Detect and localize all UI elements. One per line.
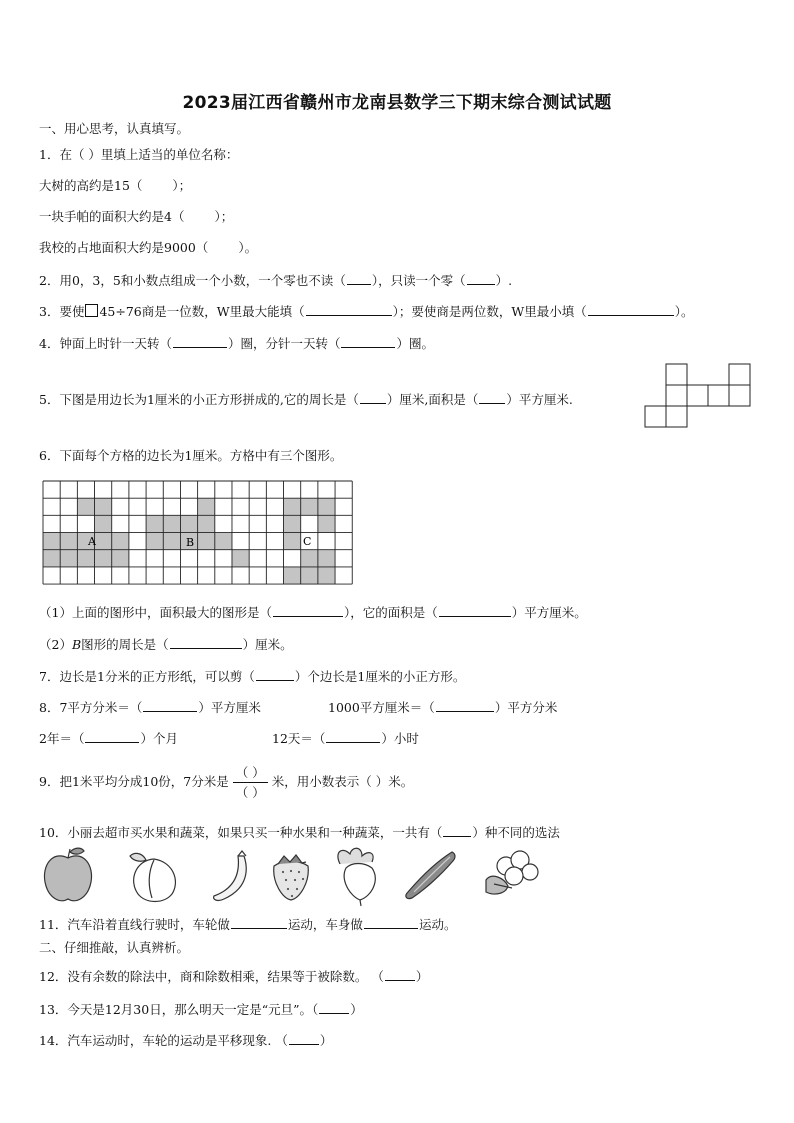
question-7: 7．边长是1分米的正方形纸，可以剪（ ）个边长是1厘米的小正方形。 — [39, 669, 466, 684]
question-8d: 12天＝（ ）小时 — [272, 731, 419, 746]
peach-icon — [130, 853, 175, 901]
question-6: 6．下面每个方格的边长为1厘米。方格中有三个图形。 — [39, 448, 343, 463]
question-12: 12．没有余数的除法中，商和除数相乘，结果等于被除数。 （ ） — [39, 969, 429, 984]
section-1-heading: 一、用心思考，认真填写。 — [39, 121, 190, 136]
shape-label-a: A — [88, 535, 96, 548]
question-14: 14．汽车运动时，车轮的运动是平移现象. （ ） — [39, 1033, 333, 1048]
question-6-1: （1）上面的图形中，面积最大的图形是（ ），它的面积是（ ）平方厘米。 — [39, 605, 587, 620]
question-1a: 大树的高约是15（ ）； — [39, 178, 192, 193]
question-8a: 8．7平方分米＝（ ）平方厘米 — [39, 700, 261, 715]
cucumber-icon — [406, 852, 455, 899]
page-title: 2023届江西省赣州市龙南县数学三下期末综合测试试题 — [182, 93, 612, 113]
answer-blank[interactable] — [289, 1031, 319, 1045]
answer-blank[interactable] — [319, 1000, 349, 1014]
question-1b: 一块手帕的面积大约是4（ ）； — [39, 209, 234, 224]
question-10: 10．小丽去超市买水果和蔬菜，如果只买一种水果和一种蔬菜，一共有（ ）种不同的选法 — [39, 825, 560, 840]
question-9: 9．把1米平均分成10份，7分米是 $\frac{( )}{( )}$ 米，用小数表示（ ）米。 — [39, 765, 414, 800]
question-1: 1．在（ ）里填上适当的单位名称： — [39, 147, 239, 162]
apple-icon — [44, 848, 91, 901]
banana-icon — [214, 851, 247, 900]
cauliflower-icon — [486, 851, 538, 894]
radish-icon — [338, 848, 375, 906]
section-2-heading: 二、仔细推敲，认真辨析。 — [39, 940, 190, 955]
answer-blank[interactable] — [385, 967, 415, 981]
question-8b: 1000平方厘米＝（ ）平方分米 — [328, 700, 558, 715]
question-5: 5．下图是用边长为1厘米的小正方形拼成的,它的周长是（ ）厘米,面积是（ ）平方厘米. — [39, 392, 573, 407]
question-1c: 我校的占地面积大约是9000（ ）。 — [39, 240, 258, 255]
shape-label-b: B — [186, 536, 195, 549]
question-13: 13．今天是12月30日，那么明天一定是“元旦”。（ ） — [39, 1002, 363, 1017]
question-11: 11．汽车沿着直线行驶时，车轮做 运动，车身做 运动。 — [39, 917, 457, 932]
question-3: 3．要使 45÷76商是一位数，W里最大能填（ ）；要使商是两位数，W里最小填（ ）。 — [39, 304, 694, 319]
question-4: 4．钟面上时针一天转（ ）圈，分针一天转（ ）圈。 — [39, 336, 434, 351]
shape-label-c: C — [303, 535, 312, 548]
question-6-2: （2）B图形的周长是（ ）厘米。 — [39, 637, 293, 652]
question-2: 2．用0，3，5和小数点组成一个小数，一个零也不读（ ），只读一个零（ ）. — [39, 273, 513, 288]
question-8c: 2年＝（ ）个月 — [39, 731, 178, 746]
strawberry-icon — [274, 855, 309, 900]
fraction-blank[interactable]: $\frac{( )}{( )}$ — [233, 763, 268, 802]
answer-blank[interactable] — [364, 915, 418, 929]
answer-blank[interactable] — [231, 915, 287, 929]
